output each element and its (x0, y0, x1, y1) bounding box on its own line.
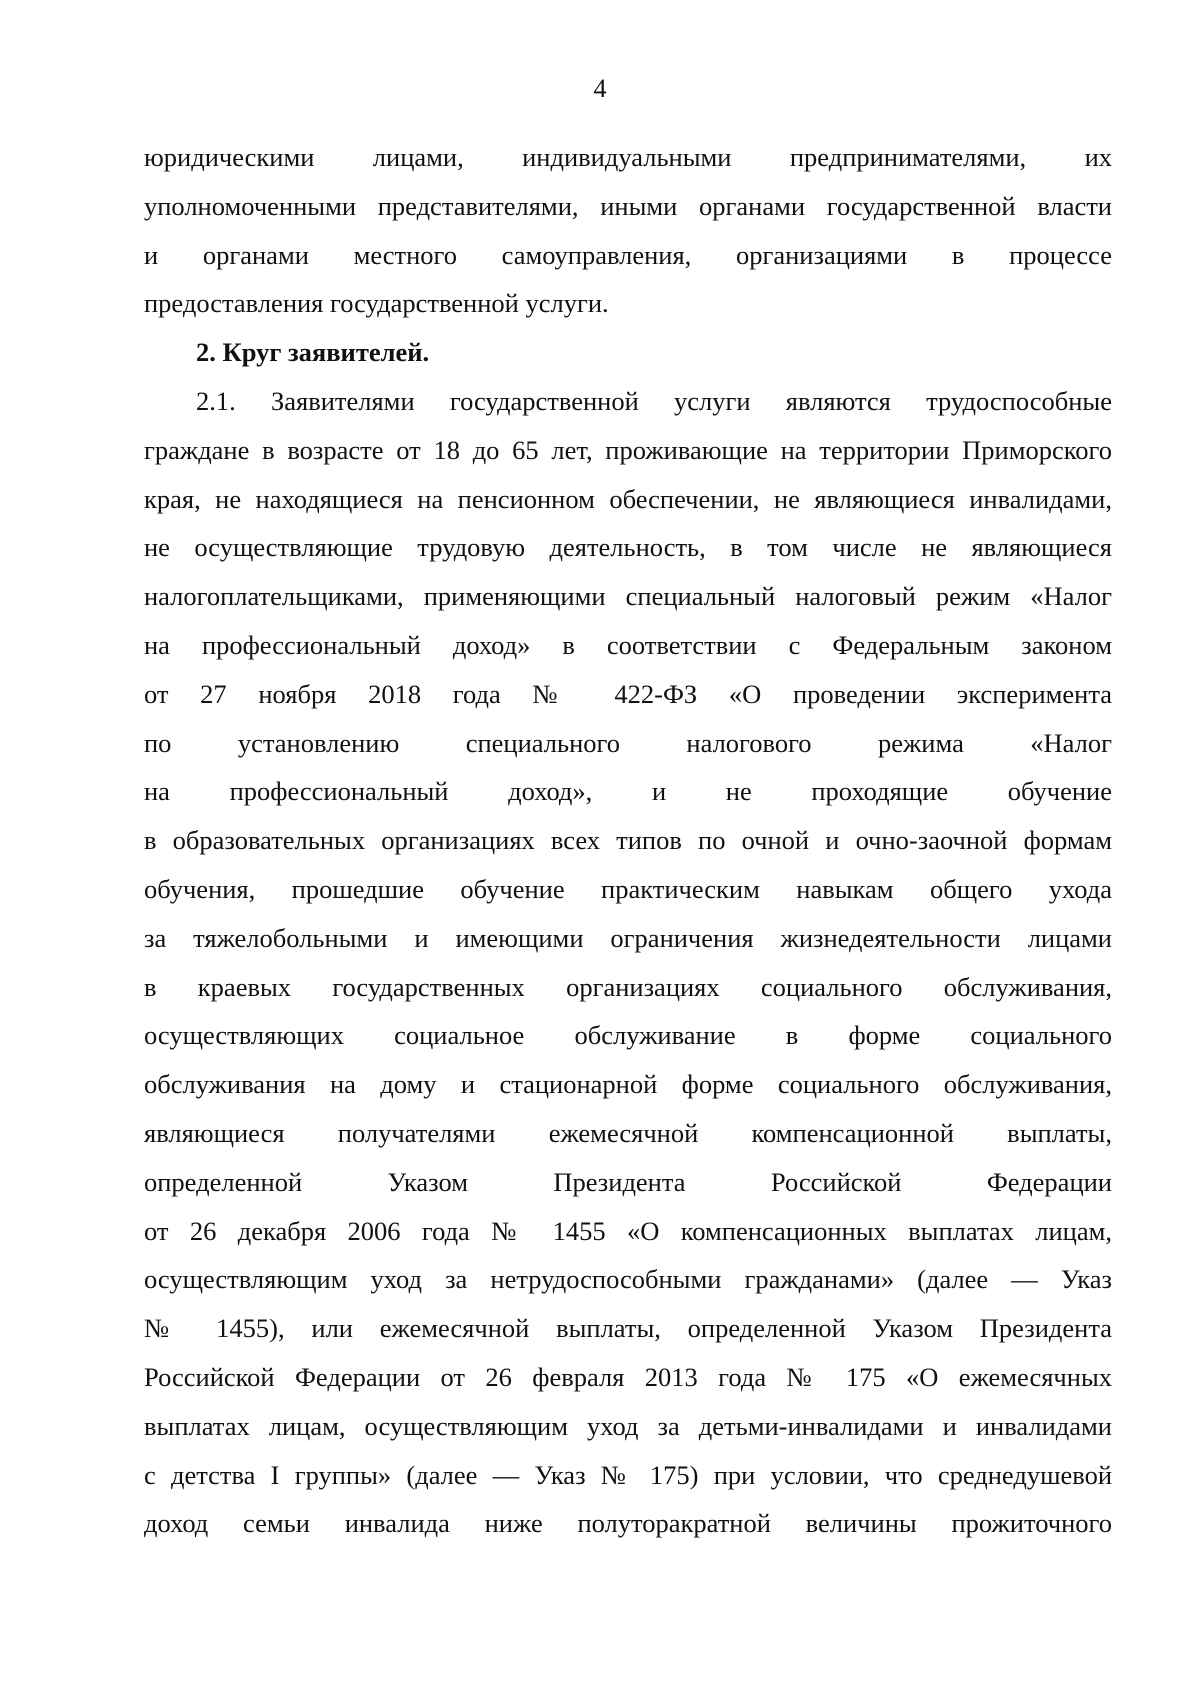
text-line: являющиеся получателями ежемесячной компенсационной выплаты, (144, 1117, 1112, 1148)
text-line: на профессиональный доход», и не проходящие обучение (144, 776, 1112, 807)
text-line: Российской Федерации от 26 февраля 2013 года № 175 «О ежемесячных (144, 1361, 1112, 1392)
text-line: с детства I группы» (далее — Указ № 175) при условии, что среднедушевой (144, 1459, 1112, 1490)
text-line: по установлению специального налогового режима «Налог (144, 727, 1112, 758)
section-heading: 2. Круг заявителей. (196, 337, 430, 368)
text-line: и органами местного самоуправления, организациями в процессе (144, 239, 1112, 270)
text-line: № 1455), или ежемесячной выплаты, определенной Указом Президента (144, 1313, 1112, 1344)
text-line: уполномоченными представителями, иными органами государственной власти (144, 190, 1112, 221)
text-line: определенной Указом Президента Российской Федерации (144, 1166, 1112, 1197)
text-line: обслуживания на дому и стационарной форме социального обслуживания, (144, 1069, 1112, 1100)
text-line: края, не находящиеся на пенсионном обеспечении, не являющиеся инвалидами, (144, 483, 1112, 514)
text-line: налогоплательщиками, применяющими специальный налоговый режим «Налог (144, 581, 1112, 612)
text-line: в образовательных организациях всех типов по очной и очно-заочной формам (144, 825, 1112, 856)
page-number: 4 (593, 74, 607, 103)
text-line: за тяжелобольными и имеющими ограничения жизнедеятельности лицами (144, 922, 1112, 953)
text-line: осуществляющих социальное обслуживание в форме социального (144, 1020, 1112, 1051)
text-line: 2.1. Заявителями государственной услуги являются трудоспособные (196, 385, 1112, 416)
text-line: от 26 декабря 2006 года № 1455 «О компенсационных выплатах лицам, (144, 1215, 1112, 1246)
text-line: на профессиональный доход» в соответствии с Федеральным законом (144, 629, 1112, 660)
text-line: выплатах лицам, осуществляющим уход за детьми-инвалидами и инвалидами (144, 1410, 1112, 1441)
text-line: от 27 ноября 2018 года № 422-ФЗ «О проведении эксперимента (144, 678, 1112, 709)
text-line: граждане в возрасте от 18 до 65 лет, проживающие на территории Приморского (144, 434, 1112, 465)
text-line: доход семьи инвалида ниже полуторакратной величины прожиточного (144, 1508, 1112, 1539)
text-line: не осуществляющие трудовую деятельность, в том числе не являющиеся (144, 532, 1112, 563)
text-line: обучения, прошедшие обучение практическим навыкам общего ухода (144, 873, 1112, 904)
text-line: осуществляющим уход за нетрудоспособными гражданами» (далее — Указ (144, 1264, 1112, 1295)
text-line: предоставления государственной услуги. (144, 288, 609, 319)
document-body (144, 133, 1112, 1548)
text-line: юридическими лицами, индивидуальными предпринимателями, их (144, 142, 1112, 172)
text-line: в краевых государственных организациях социального обслуживания, (144, 971, 1112, 1002)
